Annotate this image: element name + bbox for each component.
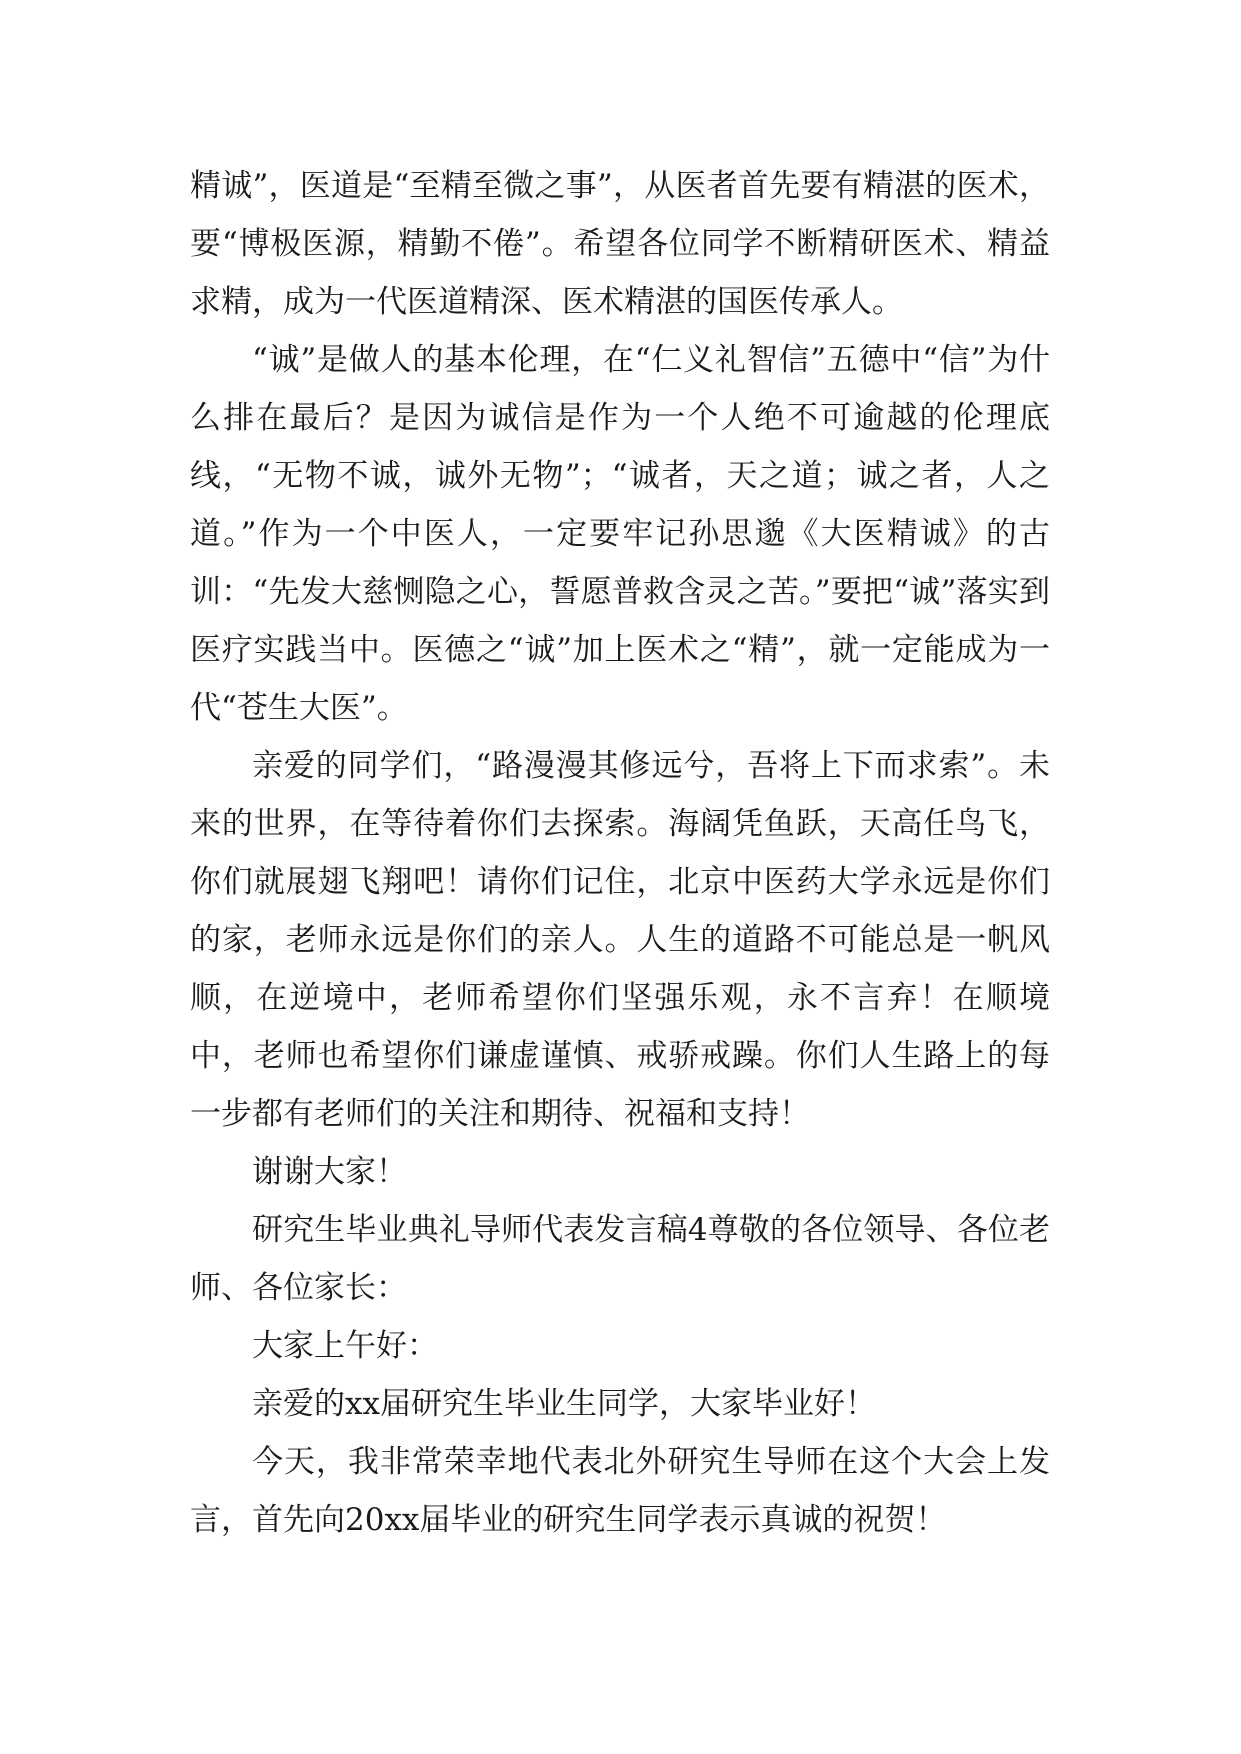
paragraph-integrity: “诚”是做人的基本伦理，在“仁义礼智信”五德中“信”为什么排在最后？是因为诚信是作为一个人绝不可逾越的伦理底线，“无物不诚，诚外无物”；“诚者，天之道；诚之者，人之道。”作为一个中医人，一定要牢记孙思邈《大医精诚》的古训：“先发大慈恻隐之心，誓愿普救含灵之苦。”要把“诚”落实到医疗实践当中。医德之“诚”加上医术之“精”，就一定能成为一代“苍生大医”。 [190, 342, 1050, 726]
paragraph-opening: 今天，我非常荣幸地代表北外研究生导师在这个大会上发言，首先向20xx届毕业的研究生同学表示真诚的祝贺！ [190, 1444, 1050, 1538]
document-body [190, 157, 1050, 1549]
paragraph-speech-title: 研究生毕业典礼导师代表发言稿4尊敬的各位领导、各位老师、各位家长： [190, 1212, 1050, 1306]
paragraph-students: 亲爱的同学们，“路漫漫其修远兮，吾将上下而求索”。未来的世界，在等待着你们去探索。海阔凭鱼跃，天高任鸟飞，你们就展翅飞翔吧！请你们记住，北京中医药大学永远是你们的家，老师永远是你们的亲人。人生的道路不可能总是一帆风顺，在逆境中，老师希望你们坚强乐观，永不言弃！在顺境中，老师也希望你们谦虚谨慎、戒骄戒躁。你们人生路上的每一步都有老师们的关注和期待、祝福和支持！ [190, 748, 1050, 1132]
paragraph-continuation: 精诚”，医道是“至精至微之事”，从医者首先要有精湛的医术，要“博极医源，精勤不倦”。希望各位同学不断精研医术、精益求精，成为一代医道精深、医术精湛的国医传承人。 [190, 168, 1050, 320]
paragraph-greeting: 大家上午好： [252, 1328, 438, 1364]
paragraph-thanks: 谢谢大家！ [252, 1154, 407, 1190]
paragraph-address: 亲爱的xx届研究生毕业生同学，大家毕业好！ [252, 1386, 876, 1422]
